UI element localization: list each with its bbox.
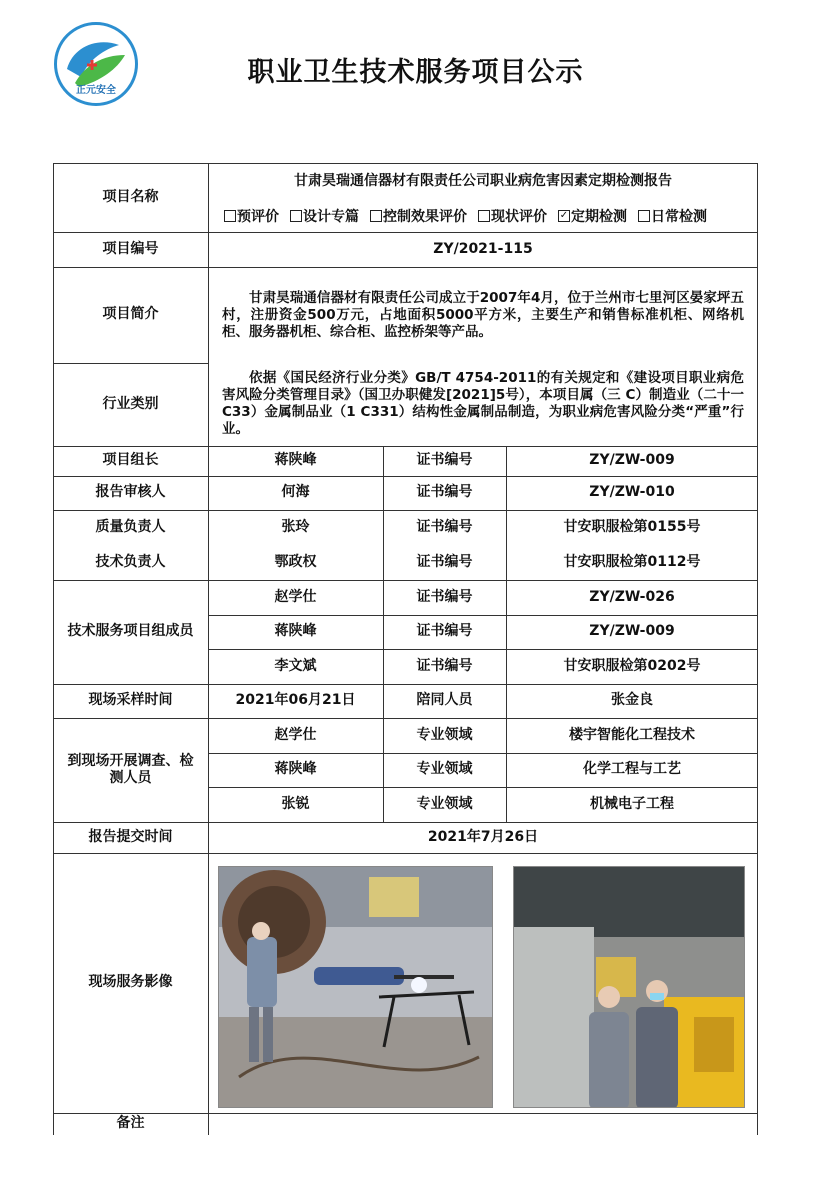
images-label: 现场服务影像	[88, 974, 173, 991]
type-pre-evaluation[interactable]: 预评价	[224, 206, 279, 226]
cert-label: 证书编号	[416, 588, 473, 605]
reviewer-label: 报告审核人	[95, 484, 166, 501]
field-label: 专业领域	[416, 726, 473, 743]
survey-person-name: 赵学仕	[274, 726, 317, 743]
project-intro-value: 甘肃昊瑞通信器材有限责任公司成立于2007年4月，位于兰州市七里河区晏家坪五村，注册资金500万元，占地面积5000平方米，主要生产和销售标准机柜、网络机柜、服务器机柜、综合柜、监控桥架等产品。	[222, 290, 744, 340]
member-name: 赵学仕	[274, 588, 317, 605]
logo-text: 正元安全	[76, 85, 116, 96]
survey-person-name: 蒋陕峰	[274, 761, 317, 778]
member-cert: ZY/ZW-026	[589, 588, 675, 605]
project-intro-label: 项目简介	[102, 306, 159, 323]
site-photo-welding	[218, 866, 493, 1108]
survey-person-field: 楼宇智能化工程技术	[569, 726, 695, 743]
member-name: 蒋陕峰	[274, 623, 317, 640]
checkbox-checked-icon: ✓	[559, 210, 569, 221]
industry-value: 依据《国民经济行业分类》GB/T 4754-2011的有关规定和《建设项目职业病危害风险分类管理目录》（国卫办职健发[2021]5号），本项目属（三 C）制造业（二十一 C33）金属制品业（1 C331）结构性金属制品制造，为职业病危害风险分类“严重”行业。	[222, 370, 744, 437]
sampling-date: 2021年06月21日	[235, 692, 356, 709]
member-cert: ZY/ZW-009	[589, 623, 675, 640]
quality-cert: 甘安职服检第0155号	[563, 518, 701, 535]
leader-cert: ZY/ZW-009	[589, 452, 675, 469]
survey-person-field: 机械电子工程	[590, 795, 674, 812]
survey-person-field: 化学工程与工艺	[583, 761, 681, 778]
cert-label: 证书编号	[416, 518, 473, 535]
project-number-value: ZY/2021-115	[433, 240, 533, 257]
cert-label: 证书编号	[416, 553, 473, 570]
reviewer-cert: ZY/ZW-010	[589, 484, 675, 501]
cert-label: 证书编号	[416, 484, 473, 501]
members-label: 技术服务项目组成员	[67, 623, 194, 640]
cert-label: 证书编号	[416, 657, 473, 674]
industry-label: 行业类别	[102, 395, 159, 412]
submit-label: 报告提交时间	[88, 828, 173, 845]
survey-person-name: 张锐	[281, 795, 310, 812]
quality-label: 质量负责人	[95, 518, 166, 535]
checkbox-icon	[370, 210, 382, 222]
site-photo-workers	[513, 866, 745, 1108]
field-label: 专业领域	[416, 795, 473, 812]
quality-name: 张玲	[281, 518, 310, 535]
type-design[interactable]: 设计专篇	[290, 206, 359, 226]
type-control-evaluation[interactable]: 控制效果评价	[370, 206, 467, 226]
checkbox-icon	[290, 210, 302, 222]
survey-label: 到现场开展调查、检测人员	[67, 752, 194, 786]
reviewer-name: 何海	[281, 484, 310, 501]
member-cert: 甘安职服检第0202号	[563, 657, 701, 674]
accompany-label: 陪同人员	[416, 692, 473, 709]
submit-date: 2021年7月26日	[427, 828, 539, 845]
cert-label: 证书编号	[416, 452, 473, 469]
accompany-name: 张金良	[611, 692, 653, 709]
tech-label: 技术负责人	[95, 553, 166, 570]
tech-cert: 甘安职服检第0112号	[563, 553, 701, 570]
project-table	[53, 163, 758, 1135]
checkbox-icon	[478, 210, 490, 222]
project-name-value: 甘肃昊瑞通信器材有限责任公司职业病危害因素定期检测报告	[294, 173, 672, 190]
project-name-label: 项目名称	[102, 188, 159, 205]
type-daily-testing[interactable]: 日常检测	[638, 206, 707, 226]
tech-name: 鄂政权	[274, 553, 317, 570]
type-status-evaluation[interactable]: 现状评价	[478, 206, 547, 226]
project-number-label: 项目编号	[102, 240, 159, 257]
field-label: 专业领域	[416, 761, 473, 778]
service-type-checklist	[224, 206, 707, 226]
member-name: 李文斌	[274, 657, 317, 674]
leader-label: 项目组长	[102, 452, 159, 469]
page-title: 职业卫生技术服务项目公示	[247, 57, 584, 88]
checkbox-icon	[638, 210, 650, 222]
remarks-value	[208, 1113, 758, 1135]
sampling-label: 现场采样时间	[88, 692, 173, 709]
remarks-label: 备注	[116, 1115, 145, 1132]
leader-name: 蒋陕峰	[274, 452, 317, 469]
type-periodic-testing[interactable]: ✓ 定期检测	[559, 209, 627, 225]
cert-label: 证书编号	[416, 623, 473, 640]
checkbox-icon	[224, 210, 236, 222]
